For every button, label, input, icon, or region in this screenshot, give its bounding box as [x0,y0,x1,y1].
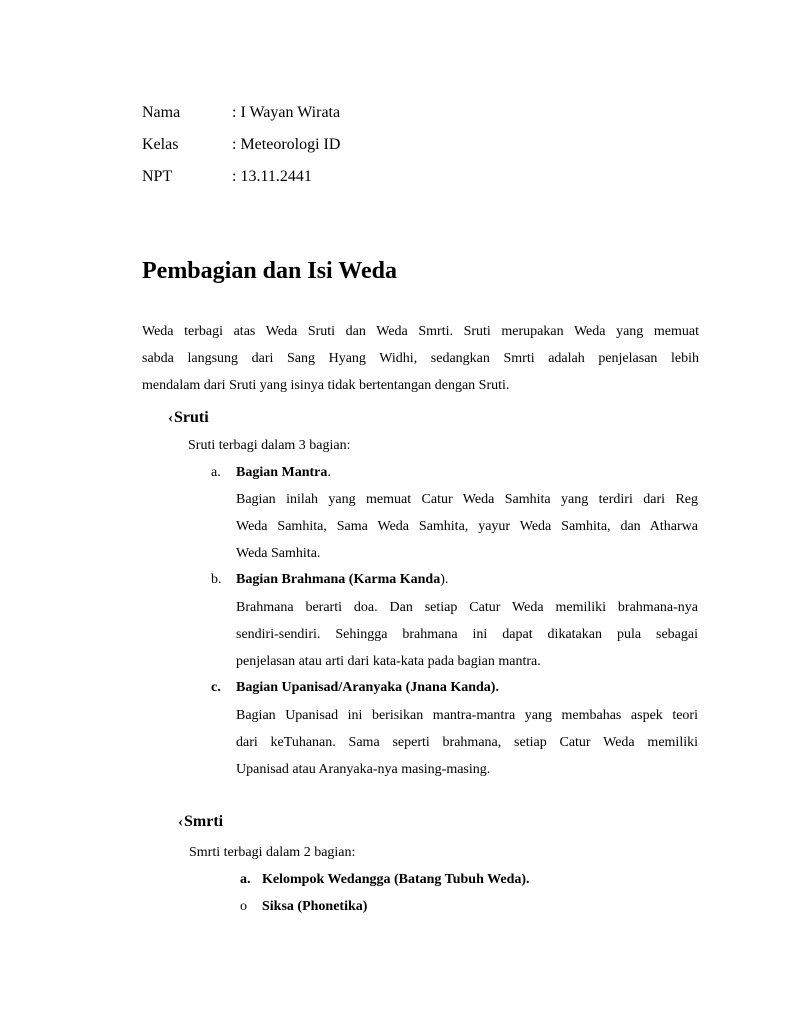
sruti-subintro: Sruti terbagi dalam 3 bagian: [188,438,351,453]
item-heading-text: Bagian Mantra [236,465,328,480]
body-line: dari keTuhanan. Sama seperti brahmana, setiap Catur Weda memiliki [236,735,698,750]
body-line: Weda Samhita. [236,546,321,561]
name-value: : I Wayan Wirata [232,104,341,121]
item-mantra-heading [236,464,331,482]
class-value: : Meteorologi ID [232,136,341,153]
class-label: Kelas [142,136,179,153]
arrow-bullet-icon: ‹ [178,814,183,830]
arrow-bullet-icon: ‹ [168,410,173,426]
item-heading-text: Bagian Upanisad/Aranyaka (Jnana Kanda). [236,680,499,695]
item-wedangga-heading: Kelompok Wedangga (Batang Tubuh Weda). [262,872,530,887]
smrti-subintro: Smrti terbagi dalam 2 bagian: [189,845,356,860]
item-heading-text: Bagian Brahmana (Karma Kanda [236,572,441,587]
npt-label: NPT [142,168,173,185]
sruti-heading-text: Sruti [174,409,209,426]
body-line: Upanisad atau Aranyaka-nya masing-masing. [236,762,491,777]
item-brahmana-heading [236,571,448,589]
npt-value: : 13.11.2441 [232,168,312,185]
item-heading-tail: . [327,465,331,480]
list-marker: b. [211,572,222,587]
sruti-heading [168,408,209,428]
list-marker: a. [240,872,251,887]
smrti-heading [178,812,223,832]
intro-paragraph [142,318,699,399]
list-marker: c. [211,680,221,695]
item-upanisad-heading [236,679,499,697]
name-label: Nama [142,104,181,121]
intro-line: sabda langsung dari Sang Hyang Widhi, sedangkan Smrti adalah penjelasan lebih [142,351,699,366]
body-line: penjelasan atau arti dari kata-kata pada bagian mantra. [236,654,541,669]
body-line: Weda Samhita, Sama Weda Samhita, yayur Weda Samhita, dan Atharwa [236,519,698,534]
list-marker: a. [211,465,221,480]
body-line: Brahmana berarti doa. Dan setiap Catur Weda memiliki brahmana-nya [236,600,698,615]
bullet-marker: o [240,899,247,914]
item-mantra-body [236,486,698,567]
intro-line: Weda terbagi atas Weda Sruti dan Weda Smrti. Sruti merupakan Weda yang memuat [142,324,699,339]
body-line: Bagian inilah yang memuat Catur Weda Samhita yang terdiri dari Reg [236,492,698,507]
item-heading-tail: ). [440,572,449,587]
body-line: sendiri-sendiri. Sehingga brahmana ini dapat dikatakan pula sebagai [236,627,698,642]
item-upanisad-body [236,702,698,783]
smrti-heading-text: Smrti [184,813,224,830]
item-brahmana-body [236,594,698,675]
page-title: Pembagian dan Isi Weda [142,258,397,284]
body-line: Bagian Upanisad ini berisikan mantra-mantra yang membahas aspek teori [236,708,698,723]
intro-line: mendalam dari Sruti yang isinya tidak bertentangan dengan Sruti. [142,378,510,393]
item-siksa-heading: Siksa (Phonetika) [262,899,368,914]
